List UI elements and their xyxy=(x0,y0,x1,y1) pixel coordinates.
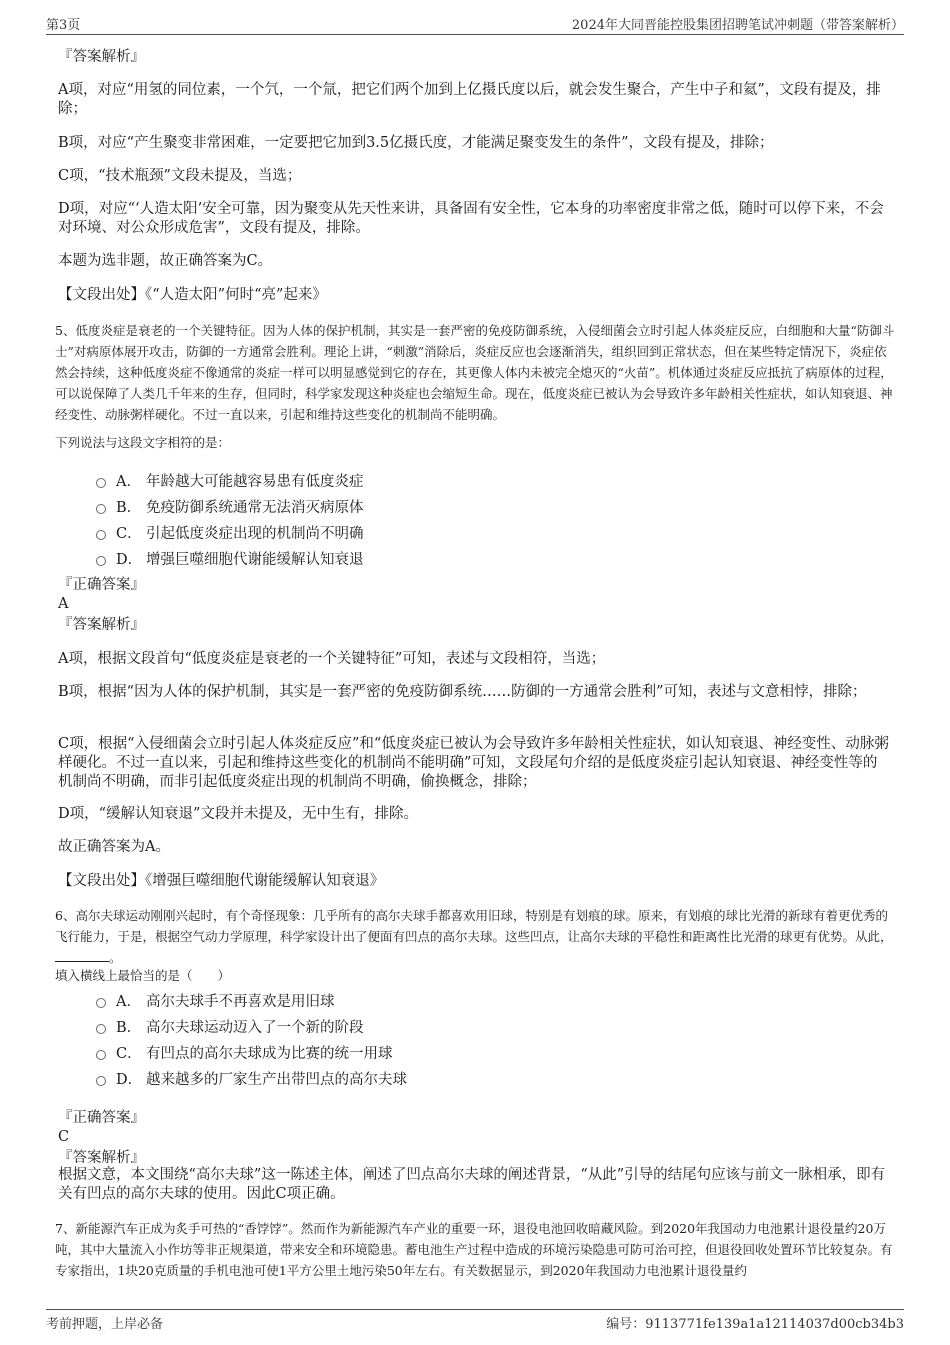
option-letter: B． xyxy=(116,500,142,516)
radio-icon[interactable] xyxy=(96,998,106,1008)
page-footer xyxy=(46,1313,904,1332)
document-title: 2024年大同晋能控股集团招聘笔试冲刺题（带答案解析） xyxy=(571,18,904,33)
q5-analysis-b: B项，根据“因为人体的保护机制，其实是一套严密的免疫防御系统……防御的一方通常会胜利”可知，表述与文意相悖，排除； xyxy=(58,684,867,700)
radio-icon[interactable] xyxy=(96,478,106,488)
q5-conclusion: 故正确答案为A。 xyxy=(58,839,170,855)
option-letter: D． xyxy=(116,1072,143,1088)
radio-icon[interactable] xyxy=(96,556,106,566)
q6-analysis: 根据文意，本文围绕“高尔夫球”这一陈述主体，阐述了凹点高尔夫球的阐述背景，“从此”引导的结尾句应该与前文一脉相承，即有关有凹点的高尔夫球的使用。因此C项正确。 xyxy=(58,1167,886,1202)
q5-analysis-a: A项，根据文段首句“低度炎症是衰老的一个关键特征”可知，表述与文段相符，当选； xyxy=(58,651,606,667)
radio-icon[interactable] xyxy=(96,530,106,540)
page-number: 第3页 xyxy=(46,18,81,33)
option-text: 越来越多的厂家生产出带凹点的高尔夫球 xyxy=(146,1072,407,1088)
q5-analysis-c: C项，根据“入侵细菌会立时引起人体炎症反应”和“低度炎症已被认为会导致许多年龄相关性症状，如认知衰退、神经变性、动脉粥样硬化。不过一直以来，引起和维持这些变化的机制尚不能明确”可知，文段尾句介绍的是低度炎症引起认知衰退、神经变性等的机制尚不明确，而非引起低度炎症出现的机制尚不明确，偷换概念，排除； xyxy=(58,736,889,790)
q5-passage: 5、低度炎症是衰老的一个关键特征。因为人体的保护机制，其实是一套严密的免疫防御系统，入侵细菌会立时引起人体炎症反应，白细胞和大量“防御斗士”对病原体展开攻击，防御的一方通常会胜利。理论上讲，“刺激”消除后，炎症反应也会逐渐消失，组织回到正常状态，但在某些特定情况下，炎症依然会持续，这种低度炎症不像通常的炎症一样可以明显感觉到它的存在，其更像人体内未被完全熄灭的“火苗”。机体通过炎症反应抵抗了病原体的过程，可以说保障了人类几千年来的生存，但同时，科学家发现这种炎症也会缩短生命。现在，低度炎症已被认为会导致许多年龄相关性症状，如认知衰退、神经变性、动脉粥样硬化。不过一直以来，引起和维持这些变化的机制尚不能明确。 xyxy=(55,323,895,422)
q6-answer-label: 『正确答案』 xyxy=(58,1110,145,1126)
option-text: 增强巨噬细胞代谢能缓解认知衰退 xyxy=(146,552,364,568)
radio-icon[interactable] xyxy=(96,1024,106,1034)
footer-slogan: 考前押题，上岸必备 xyxy=(46,1317,164,1332)
q4-analysis-b: B项，对应“产生聚变非常困难，一定要把它加到3.5亿摄氏度，才能满足聚变发生的条件”，文段有提及，排除； xyxy=(58,135,774,151)
option-text: 高尔夫球手不再喜欢是用旧球 xyxy=(146,994,335,1010)
option-letter: A． xyxy=(116,474,141,490)
option-letter: C． xyxy=(116,1046,142,1062)
option-text: 引起低度炎症出现的机制尚不明确 xyxy=(146,526,364,542)
q4-analysis-a: A项，对应“用氢的同位素，一个氕，一个氚，把它们两个加到上亿摄氏度以后，就会发生聚合，产生中子和氦”，文段有提及，排除； xyxy=(58,82,881,117)
option-text: 年龄越大可能越容易患有低度炎症 xyxy=(146,474,364,490)
q6-option-a[interactable] xyxy=(96,990,335,1010)
q4-conclusion: 本题为选非题，故正确答案为C。 xyxy=(58,253,273,269)
radio-icon[interactable] xyxy=(96,1076,106,1086)
q5-answer-label: 『正确答案』 xyxy=(58,577,145,593)
q5-analysis-label: 『答案解析』 xyxy=(58,617,145,633)
q7-passage: 7、新能源汽车正成为炙手可热的“香饽饽”。然而作为新能源汽车产业的重要一环，退役电池回收暗藏风险。到2020年我国动力电池累计退役量约20万吨，其中大量流入小作坊等非正规渠道，带来安全和环境隐患。蓄电池生产过程中造成的环境污染隐患可防可治可控，但退役回收处置环节比较复杂。有专家指出，1块20克质量的手机电池可使1平方公里土地污染50年左右。有关数据显示，到2020年我国动力电池累计退役量约 xyxy=(55,1221,893,1278)
page-header xyxy=(46,14,904,34)
q5-option-b[interactable] xyxy=(96,496,364,516)
q5-answer: A xyxy=(58,596,69,612)
q4-analysis-label: 『答案解析』 xyxy=(58,49,145,65)
header-divider xyxy=(46,34,904,35)
q5-option-a[interactable] xyxy=(96,470,364,490)
radio-icon[interactable] xyxy=(96,504,106,514)
option-letter: D． xyxy=(116,552,143,568)
q6-passage-text: 6、高尔夫球运动刚刚兴起时，有个奇怪现象：几乎所有的高尔夫球手都喜欢用旧球，特别是有划痕的球。原来，有划痕的球比光滑的新球有着更优秀的飞行能力，于是，根据空气动力学原理，科学家设计出了便面有凹点的高尔夫球。这些凹点，让高尔夫球的平稳性和距离性比光滑的球更有优势。从此， xyxy=(55,908,893,944)
q5-source: 【文段出处】《增强巨噬细胞代谢能缓解认知衰退》 xyxy=(58,873,385,889)
q5-option-d[interactable] xyxy=(96,548,364,568)
q4-analysis-d: D项，对应“‘人造太阳’安全可靠，因为聚变从先天性来讲，具备固有安全性，它本身的功率密度非常之低，随时可以停下来，不会对环境、对公众形成危害”，文段有提及，排除。 xyxy=(58,201,884,236)
q6-passage xyxy=(55,905,895,968)
fill-blank xyxy=(55,949,109,962)
q4-source: 【文段出处】《“人造太阳”何时“亮”起来》 xyxy=(58,287,327,303)
option-text: 有凹点的高尔夫球成为比赛的统一用球 xyxy=(146,1046,393,1062)
q6-option-c[interactable] xyxy=(96,1042,393,1062)
option-text: 免疫防御系统通常无法消灭病原体 xyxy=(146,500,364,516)
q6-passage-end: 。 xyxy=(109,950,122,965)
q5-question: 下列说法与这段文字相符的是： xyxy=(55,435,231,450)
q5-analysis-d: D项，“缓解认知衰退”文段并未提及，无中生有，排除。 xyxy=(58,806,418,822)
q6-option-d[interactable] xyxy=(96,1068,407,1088)
option-letter: B． xyxy=(116,1020,142,1036)
q6-option-b[interactable] xyxy=(96,1016,364,1036)
option-letter: C． xyxy=(116,526,142,542)
q4-analysis-c: C项，“技术瓶颈”文段未提及，当选； xyxy=(58,168,302,184)
q5-option-c[interactable] xyxy=(96,522,364,542)
q6-answer: C xyxy=(58,1129,70,1145)
radio-icon[interactable] xyxy=(96,1050,106,1060)
footer-divider xyxy=(46,1309,904,1310)
q6-analysis-label: 『答案解析』 xyxy=(58,1150,145,1166)
option-letter: A． xyxy=(116,994,141,1010)
document-id: 编号：9113771fe139a1a12114037d00cb34b3 xyxy=(606,1317,904,1332)
q6-question: 填入横线上最恰当的是（ ） xyxy=(55,968,231,983)
option-text: 高尔夫球运动迈入了一个新的阶段 xyxy=(146,1020,364,1036)
